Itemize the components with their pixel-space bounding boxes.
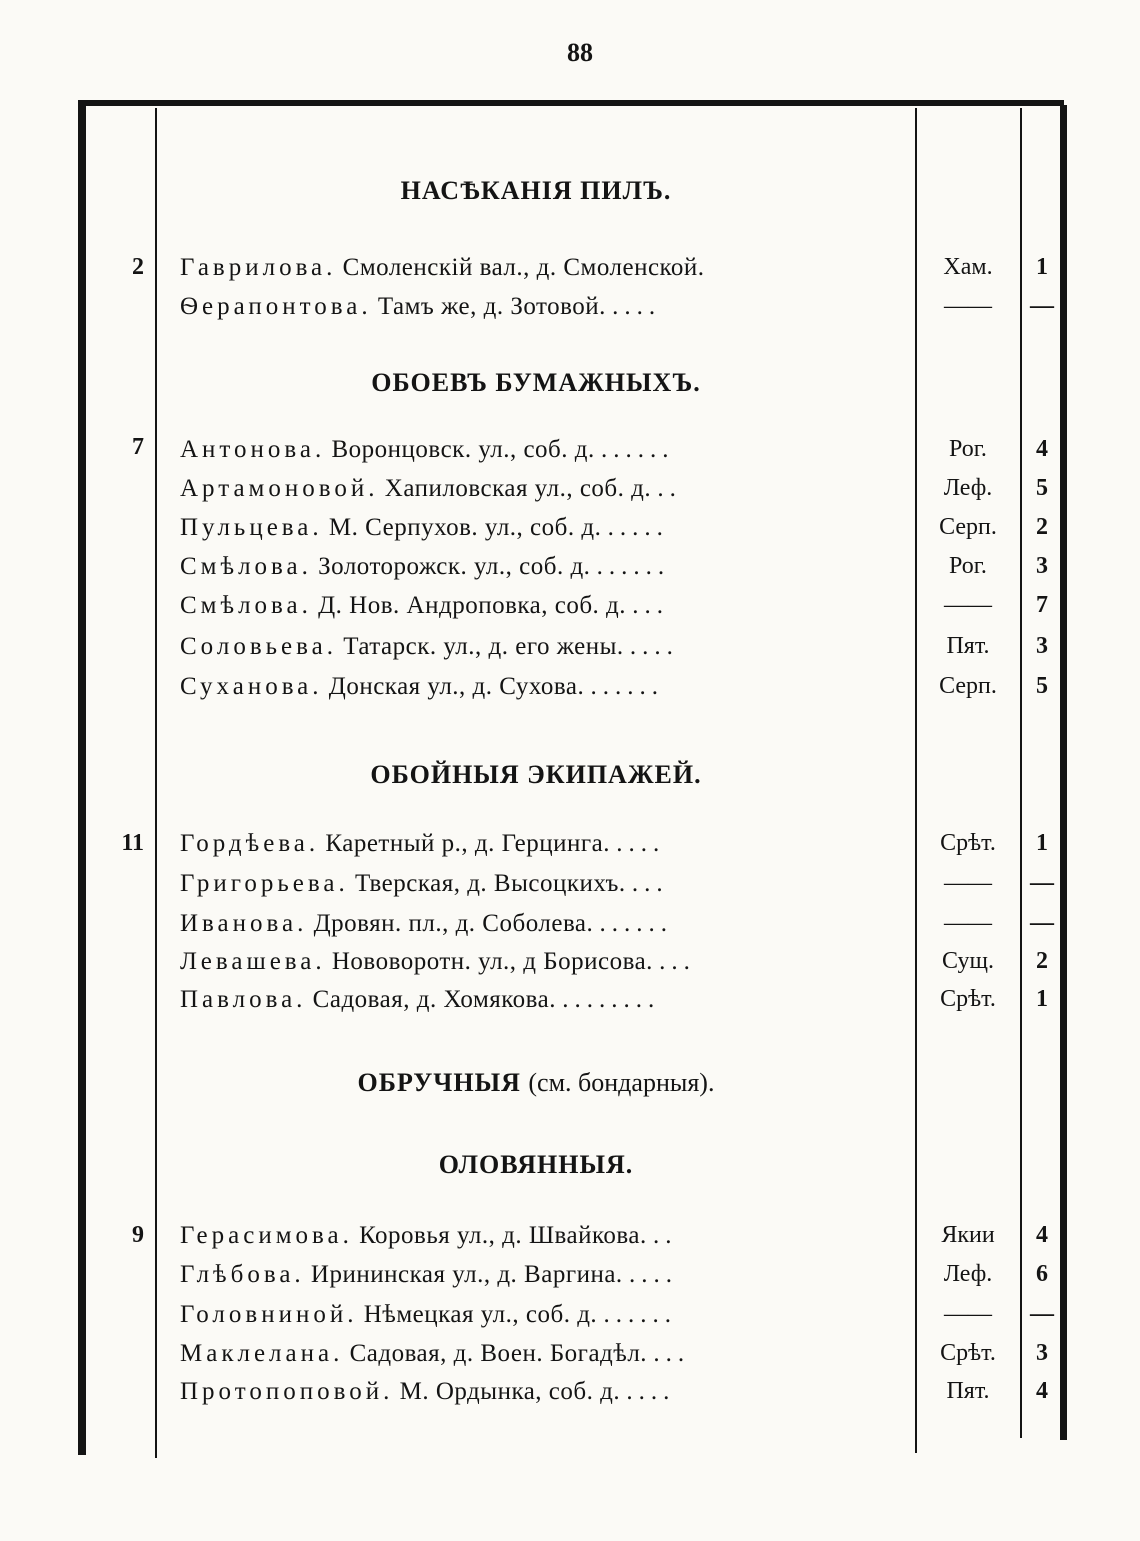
entry-address: Садовая, д. Хомякова.: [312, 986, 556, 1013]
entry-dots: ....: [612, 293, 662, 320]
entry-text: [180, 1222, 908, 1250]
entry-address: Смоленскій вал., д. Смоленской.: [342, 254, 705, 281]
entry-quarter: 5: [1036, 475, 1048, 501]
entry-dots: ......: [596, 553, 671, 580]
entry-address: Каретный р., д. Герцинга.: [325, 830, 611, 857]
table-row: [0, 1340, 1140, 1378]
table-row: [0, 514, 1140, 552]
table-row: [0, 673, 1140, 711]
entry-address: Дровян. пл., д. Соболева.: [313, 910, 594, 937]
entry-quarter: 1: [1036, 830, 1048, 856]
entry-name: Соловьева.: [180, 633, 337, 660]
entry-dots: ...: [659, 948, 696, 975]
entry-dots: ......: [603, 1301, 677, 1328]
entry-dots: ........: [562, 986, 661, 1013]
entry-text: [180, 1261, 908, 1289]
table-row: [0, 870, 1140, 908]
entry-dots: ......: [600, 436, 675, 463]
entry-address: Садовая, д. Воен. Богадѣл.: [349, 1340, 648, 1367]
entry-district: Пят.: [946, 1378, 990, 1404]
entry-district: Пят.: [946, 633, 990, 659]
entry-address: М. Ордынка, соб. д.: [399, 1378, 621, 1405]
entry-dots: ....: [616, 830, 666, 857]
entry-text: [180, 948, 908, 976]
entry-address: Татарск. ул., д. его жены.: [343, 633, 624, 660]
section-count: 11: [121, 830, 144, 856]
entry-district: Якии: [941, 1222, 995, 1248]
table-row: [0, 633, 1140, 671]
entry-text: [180, 673, 908, 701]
entry-quarter: 6: [1036, 1261, 1048, 1287]
entry-address: Золоторожск. ул., соб. д.: [318, 553, 591, 580]
entry-text: [180, 514, 908, 542]
section-title: ОБРУЧНЫЯ: [357, 1068, 521, 1097]
section-heading: ОЛОВЯННЫЯ.: [438, 1150, 634, 1179]
entry-quarter: 3: [1036, 633, 1048, 659]
entry-address: Тверская, д. Высоцкихъ.: [354, 870, 626, 897]
entry-district: ——: [944, 910, 992, 936]
frame-top-rule: [78, 100, 1064, 106]
entry-quarter: —: [1030, 1301, 1054, 1327]
entry-quarter: 4: [1036, 1222, 1048, 1248]
entry-district: ——: [944, 592, 992, 618]
entry-dots: ..: [652, 1222, 678, 1249]
entry-address: Коровья ул., д. Швайкова.: [359, 1222, 647, 1249]
entry-name: Левашева.: [180, 948, 326, 975]
table-row: [0, 1261, 1140, 1299]
entry-text: [180, 1301, 908, 1329]
entry-district: Серп.: [939, 673, 997, 699]
entry-district: Хам.: [943, 254, 993, 280]
entry-district: Рог.: [949, 553, 987, 579]
entry-name: Иванова.: [180, 910, 308, 937]
entry-address: Донская ул., д. Сухова.: [328, 673, 585, 700]
table-row: [0, 475, 1140, 513]
entry-dots: ....: [628, 1261, 678, 1288]
entry-district: Рог.: [949, 436, 987, 462]
entry-text: [180, 830, 908, 858]
entry-district: Срѣт.: [940, 1340, 996, 1366]
entry-address: Д. Нов. Андроповка, соб. д.: [318, 592, 627, 619]
entry-dots: ....: [626, 1378, 676, 1405]
entry-district: ——: [944, 870, 992, 896]
table-row: [0, 293, 1140, 331]
entry-dots: ...: [631, 870, 669, 897]
entry-district: Сущ.: [942, 948, 994, 974]
entry-name: Смѣлова.: [180, 592, 312, 619]
table-row: [0, 1378, 1140, 1416]
entry-address: Ирининская ул., д. Варгина.: [310, 1261, 623, 1288]
entry-address: М. Серпухов. ул., соб. д.: [328, 514, 602, 541]
entry-district: Срѣт.: [940, 986, 996, 1012]
entry-district: ——: [944, 293, 992, 319]
entry-quarter: 1: [1036, 254, 1048, 280]
entry-text: [180, 293, 908, 321]
entry-quarter: 1: [1036, 986, 1048, 1012]
entry-text: [180, 553, 908, 581]
section-heading: ОБОЙНЫЯ ЭКИПАЖЕЙ.: [370, 760, 702, 789]
entry-district: ——: [944, 1301, 992, 1327]
entry-dots: ...: [653, 1340, 691, 1367]
entry-name: Антонова.: [180, 436, 326, 463]
entry-name: Головниной.: [180, 1301, 358, 1328]
entry-text: [180, 910, 908, 938]
page-number: 88: [567, 38, 593, 67]
entry-dots: ...: [632, 592, 670, 619]
entry-district: Леф.: [943, 1261, 993, 1287]
section-count: 9: [132, 1222, 144, 1248]
table-row: [0, 986, 1140, 1024]
section-count: 7: [132, 434, 144, 460]
section-count: 2: [132, 254, 144, 280]
entry-text: [180, 986, 908, 1014]
entry-dots: ....: [629, 633, 679, 660]
section-heading: ОБОЕВЪ БУМАЖНЫХЪ.: [371, 368, 701, 397]
section-heading: НАСѢКАНІЯ ПИЛЪ.: [400, 176, 672, 205]
entry-text: [180, 870, 908, 898]
entry-dots: ..: [657, 475, 682, 502]
entry-district: Срѣт.: [940, 830, 996, 856]
entry-text: [180, 592, 908, 620]
section-note: (см. бондарныя).: [528, 1068, 715, 1097]
table-row: [0, 830, 1140, 868]
entry-district: Леф.: [943, 475, 993, 501]
entry-name: Суханова.: [180, 673, 323, 700]
entry-name: Протопоповой.: [180, 1378, 394, 1405]
entry-name: Герасимова.: [180, 1222, 353, 1249]
entry-name: Григорьева.: [180, 870, 349, 897]
entry-dots: ......: [599, 910, 674, 937]
entry-text: [180, 1340, 908, 1368]
entry-name: Ѳерапонтова.: [180, 293, 372, 320]
entry-text: [180, 254, 908, 282]
entry-address: Нѣмецкая ул., соб. д.: [363, 1301, 598, 1328]
entry-quarter: 4: [1036, 436, 1048, 462]
entry-name: Пульцева.: [180, 514, 323, 541]
entry-quarter: 3: [1036, 553, 1048, 579]
entry-dots: .....: [607, 514, 669, 541]
table-row: [0, 1301, 1140, 1339]
entry-quarter: —: [1030, 293, 1054, 319]
table-row: [0, 436, 1140, 474]
entry-text: [180, 1378, 908, 1406]
entry-name: Гаврилова.: [180, 254, 337, 281]
entry-quarter: 7: [1036, 592, 1048, 618]
table-row: [0, 948, 1140, 986]
entry-address: Хапиловская ул., соб. д.: [384, 475, 652, 502]
table-row: [0, 592, 1140, 630]
entry-address: Нововоротн. ул., д Борисова.: [331, 948, 653, 975]
entry-quarter: 5: [1036, 673, 1048, 699]
entry-text: [180, 633, 908, 661]
entry-quarter: 2: [1036, 948, 1048, 974]
entry-name: Маклелана.: [180, 1340, 344, 1367]
entry-text: [180, 436, 908, 464]
section-heading: [157, 1068, 915, 1098]
entry-name: Смѣлова.: [180, 553, 312, 580]
table-row: [0, 553, 1140, 591]
entry-name: Артамоновой.: [180, 475, 379, 502]
entry-quarter: —: [1030, 870, 1054, 896]
entry-quarter: —: [1030, 910, 1054, 936]
entry-text: [180, 475, 908, 503]
table-row: [0, 910, 1140, 948]
table-row: [0, 1222, 1140, 1260]
entry-name: Гордѣева.: [180, 830, 320, 857]
entry-name: Павлова.: [180, 986, 307, 1013]
entry-quarter: 2: [1036, 514, 1048, 540]
entry-dots: ......: [590, 673, 664, 700]
entry-address: Воронцовск. ул., соб. д.: [331, 436, 595, 463]
entry-name: Глѣбова.: [180, 1261, 305, 1288]
entry-address: Тамъ же, д. Зотовой.: [377, 293, 606, 320]
entry-district: Серп.: [939, 514, 997, 540]
table-row: [0, 254, 1140, 292]
entry-quarter: 4: [1036, 1378, 1048, 1404]
entry-quarter: 3: [1036, 1340, 1048, 1366]
